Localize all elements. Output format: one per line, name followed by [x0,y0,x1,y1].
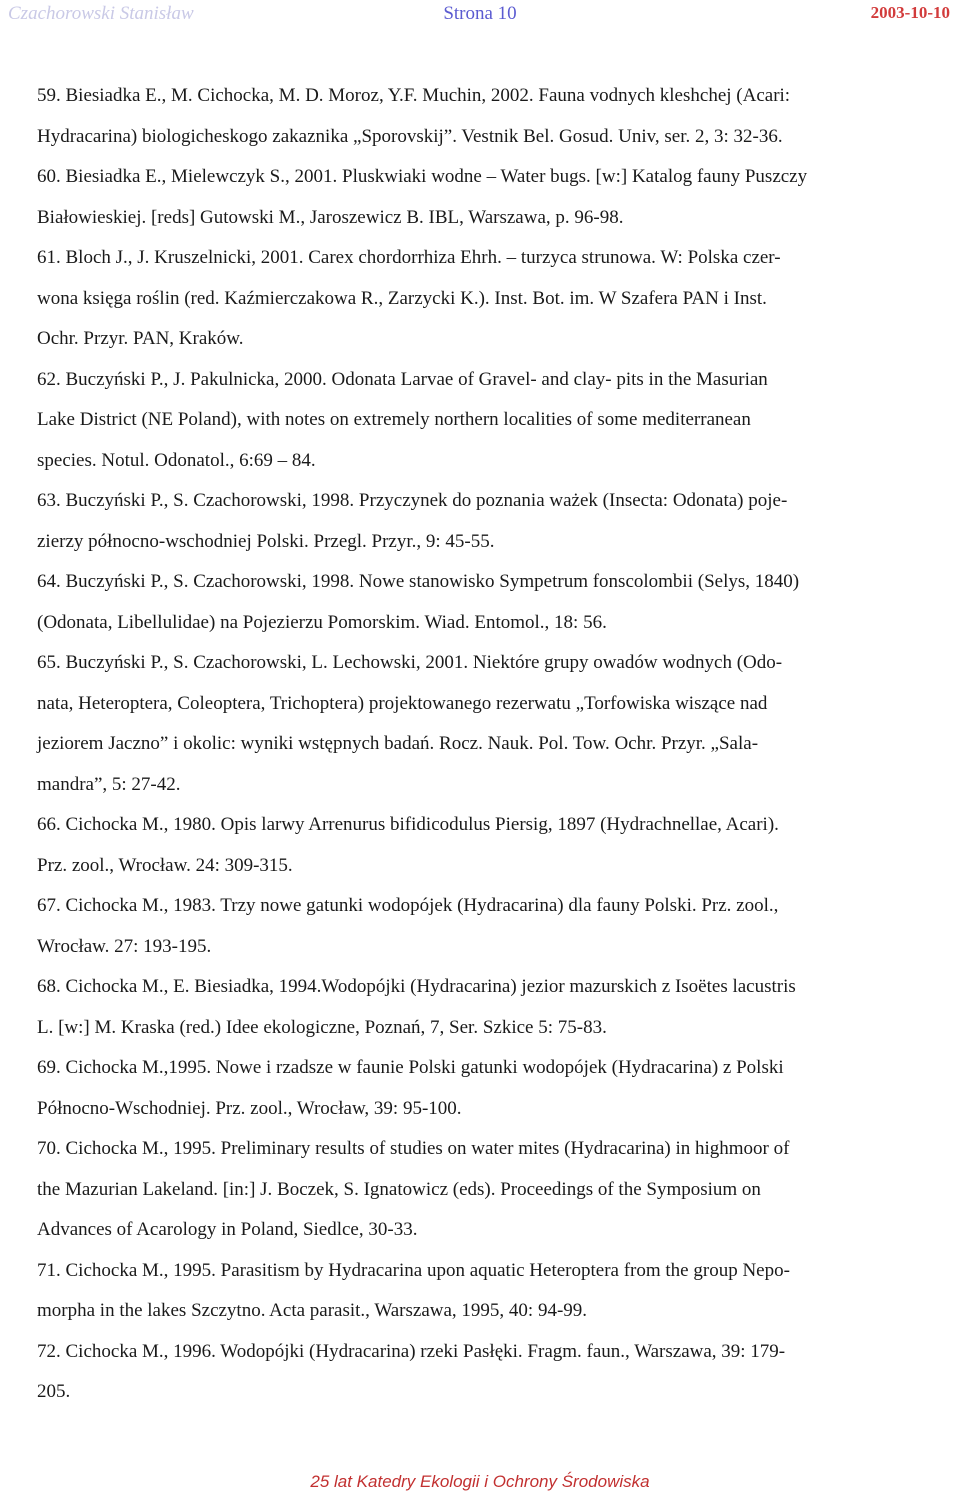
reference-entry [37,1251,955,1332]
reference-line: mandra”, 5: 27-42. [37,773,181,795]
reference-entry [37,562,955,643]
reference-line: 66. Cichocka M., 1980. Opis larwy Arrenurus bifidicodulus Piersig, 1897 (Hydrachnellae, Acari). [37,814,779,835]
reference-line: Lake District (NE Poland), with notes on extremely northern localities of some mediterranean [37,409,751,430]
reference-entry [37,643,955,805]
reference-line: L. [w:] M. Kraska (red.) Idee ekologiczne, Poznań, 7, Ser. Szkice 5: 75-83. [37,1016,607,1038]
header-author: Czachorowski Stanisław [8,3,194,24]
reference-line: 64. Buczyński P., S. Czachorowski, 1998. Nowe stanowisko Sympetrum fonscolombii (Selys, 1840) [37,571,800,592]
reference-line: 68. Cichocka M., E. Biesiadka, 1994.Wodopójki (Hydracarina) jezior mazurskich z Isoëtes lacustris [37,976,796,997]
reference-line: 72. Cichocka M., 1996. Wodopójki (Hydracarina) rzeki Pasłęki. Fragm. faun., Warszawa, 39: 179- [37,1340,786,1362]
reference-line: morpha in the lakes Szczytno. Acta parasit., Warszawa, 1995, 40: 94-99. [37,1300,588,1321]
reference-line: Białowieskiej. [reds] Gutowski M., Jaroszewicz B. IBL, Warszawa, p. 96-98. [37,206,624,228]
reference-entry [37,1048,955,1129]
reference-line: Północno-Wschodniej. Prz. zool., Wrocław, 39: 95-100. [37,1097,462,1119]
reference-line: Hydracarina) biologicheskogo zakaznika „Sporovskij”. Vestnik Bel. Gosud. Univ, ser. 2, 3: 32-36. [37,125,783,147]
reference-entry [37,967,955,1048]
reference-entry [37,360,955,482]
reference-line: 61. Bloch J., J. Kruszelnicki, 2001. Carex chordorrhiza Ehrh. – turzyca strunowa. W: Polska czer- [37,247,781,268]
header-page-number: Strona 10 [443,3,517,24]
page-footer: 25 lat Katedry Ekologii i Ochrony Środowiska [310,1472,650,1491]
reference-line: zierzy północno-wschodniej Polski. Przegl. Przyr., 9: 45-55. [37,530,495,552]
reference-entry [37,238,955,360]
reference-line: 67. Cichocka M., 1983. Trzy nowe gatunki wodopójek (Hydracarina) dla fauny Polski. Prz. zool., [37,895,779,916]
reference-line: species. Notul. Odonatol., 6:69 – 84. [37,449,316,471]
reference-entry [37,805,955,886]
reference-line: the Mazurian Lakeland. [in:] J. Boczek, S. Ignatowicz (eds). Proceedings of the Symposium on [37,1178,761,1200]
reference-line: 70. Cichocka M., 1995. Preliminary results of studies on water mites (Hydracarina) in highmoor of [37,1138,790,1159]
reference-entry [37,886,955,967]
reference-line: (Odonata, Libellulidae) na Pojezierzu Pomorskim. Wiad. Entomol., 18: 56. [37,611,607,633]
header-date: 2003-10-10 [870,3,950,22]
reference-line: jeziorem Jaczno” i okolic: wyniki wstępnych badań. Rocz. Nauk. Pol. Tow. Ochr. Przyr. „Sala- [37,733,759,754]
reference-line: 71. Cichocka M., 1995. Parasitism by Hydracarina upon aquatic Heteroptera from the group Nepo- [37,1259,790,1281]
reference-line: 69. Cichocka M.,1995. Nowe i rzadsze w faunie Polski gatunki wodopójek (Hydracarina) z Polski [37,1057,784,1078]
reference-line: 65. Buczyński P., S. Czachorowski, L. Lechowski, 2001. Niektóre grupy owadów wodnych (Odo- [37,652,783,673]
reference-line: wona księga roślin (red. Kaźmierczakowa R., Zarzycki K.). Inst. Bot. im. W Szafera PAN i Inst. [37,287,767,309]
reference-line: 59. Biesiadka E., M. Cichocka, M. D. Moroz, Y.F. Muchin, 2002. Fauna vodnych kleshchej (Acari: [37,85,791,106]
reference-line: Wrocław. 27: 193-195. [37,935,212,957]
reference-entry [37,1332,955,1413]
reference-entry [37,76,955,157]
page-header [0,0,960,30]
reference-entry [37,481,955,562]
reference-line: 63. Buczyński P., S. Czachorowski, 1998. Przyczynek do poznania ważek (Insecta: Odonata) poje- [37,490,788,511]
reference-line: 62. Buczyński P., J. Pakulnicka, 2000. Odonata Larvae of Gravel- and clay- pits in the Masurian [37,368,768,390]
reference-line: nata, Heteroptera, Coleoptera, Trichoptera) projektowanego rezerwatu „Torfowiska wiszące nad [37,692,768,714]
reference-line: 205. [37,1381,71,1402]
reference-line: Prz. zool., Wrocław. 24: 309-315. [37,854,293,876]
reference-entry [37,1129,955,1251]
reference-line: Ochr. Przyr. PAN, Kraków. [37,328,244,349]
reference-line: Advances of Acarology in Poland, Siedlce, 30-33. [37,1219,418,1240]
reference-line: 60. Biesiadka E., Mielewczyk S., 2001. Pluskwiaki wodne – Water bugs. [w:] Katalog fauny Puszczy [37,166,808,187]
reference-entry [37,157,955,238]
